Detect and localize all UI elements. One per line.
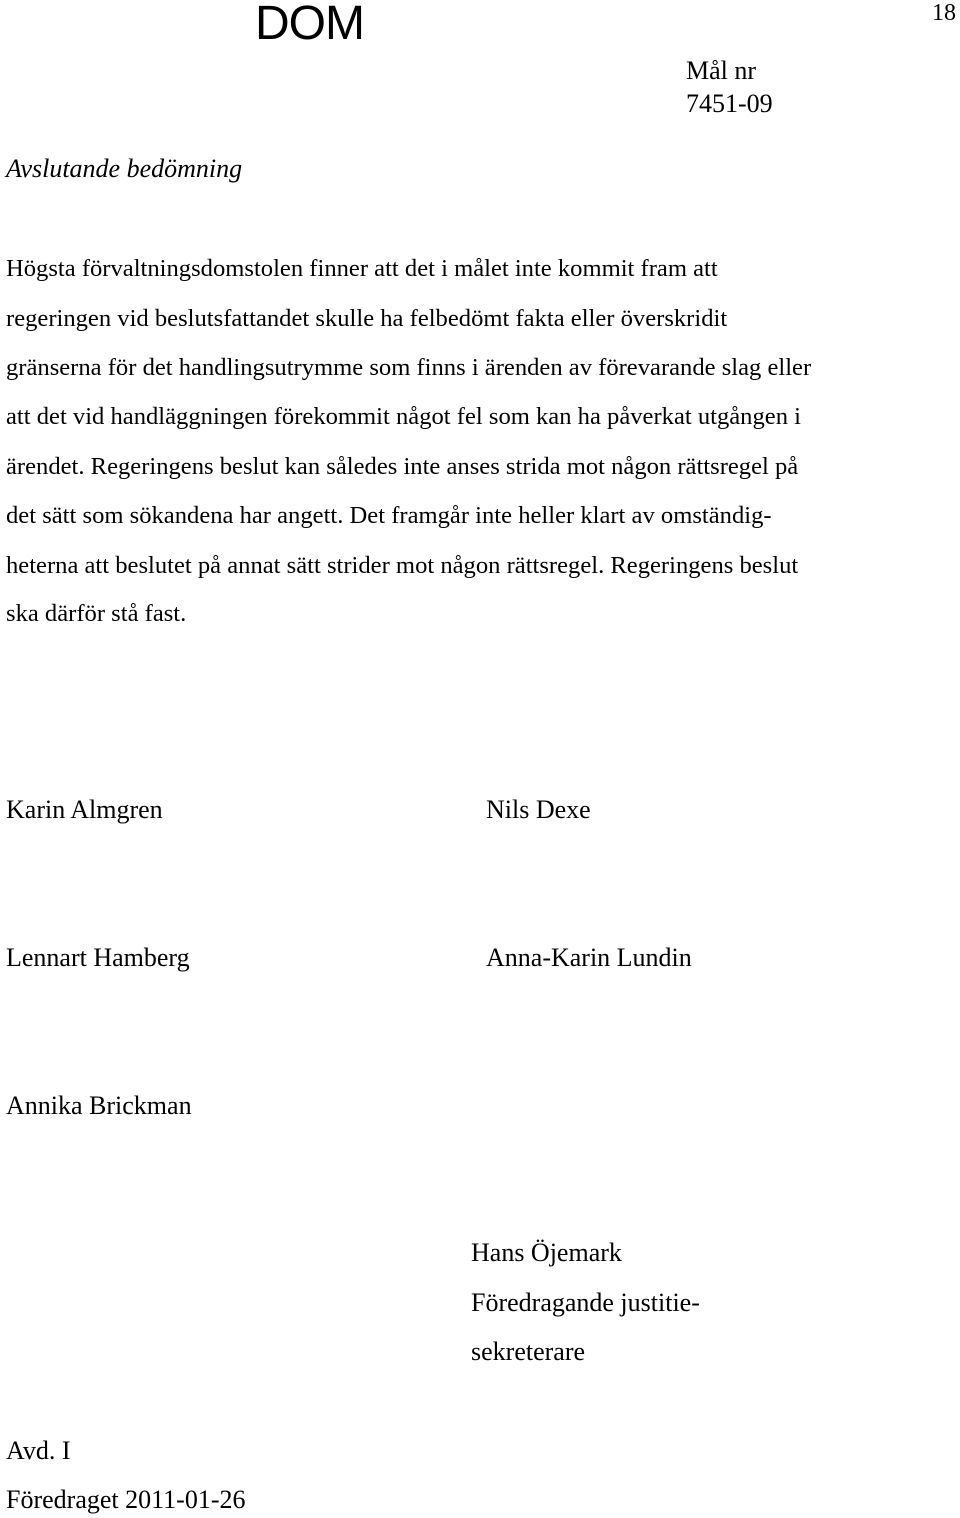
justice-name: Nils Dexe [486,795,591,824]
paragraph-line: gränserna för det handlingsutrymme som finns i ärenden av förevarande slag eller [6,354,812,381]
paragraph-line: heterna att beslutet på annat sätt strider mot någon rättsregel. Regeringens beslut [6,552,799,579]
paragraph-line: det sätt som sökandena har angett. Det framgår inte heller klart av omständig- [6,502,772,529]
paragraph-line: ska därför stå fast. [6,600,187,627]
justice-name: Karin Almgren [6,795,163,824]
division-label: Avd. I [6,1436,71,1465]
rapporteur-title: Föredragande justitie- [471,1288,700,1317]
case-number-label: Mål nr [686,56,757,85]
justice-name: Annika Brickman [6,1091,192,1120]
paragraph-line: att det vid handläggningen förekommit något fel som kan ha påverkat utgången i [6,403,801,430]
page-number: 18 [932,0,956,26]
paragraph-line: ärendet. Regeringens beslut kan således inte anses strida mot någon rättsregel på [6,453,799,480]
presented-date: Föredraget 2011-01-26 [6,1485,246,1514]
justice-name: Anna-Karin Lundin [486,943,692,972]
rapporteur-name: Hans Öjemark [471,1238,622,1267]
case-number: 7451-09 [686,89,773,118]
paragraph-line: regeringen vid beslutsfattandet skulle ha felbedömt fakta eller överskridit [6,305,728,332]
rapporteur-title: sekreterare [471,1337,586,1366]
document-title: DOM [255,0,364,50]
paragraph-line: Högsta förvaltningsdomstolen finner att det i målet inte kommit fram att [6,255,718,282]
section-heading: Avslutande bedömning [6,154,243,183]
justice-name: Lennart Hamberg [6,943,190,972]
